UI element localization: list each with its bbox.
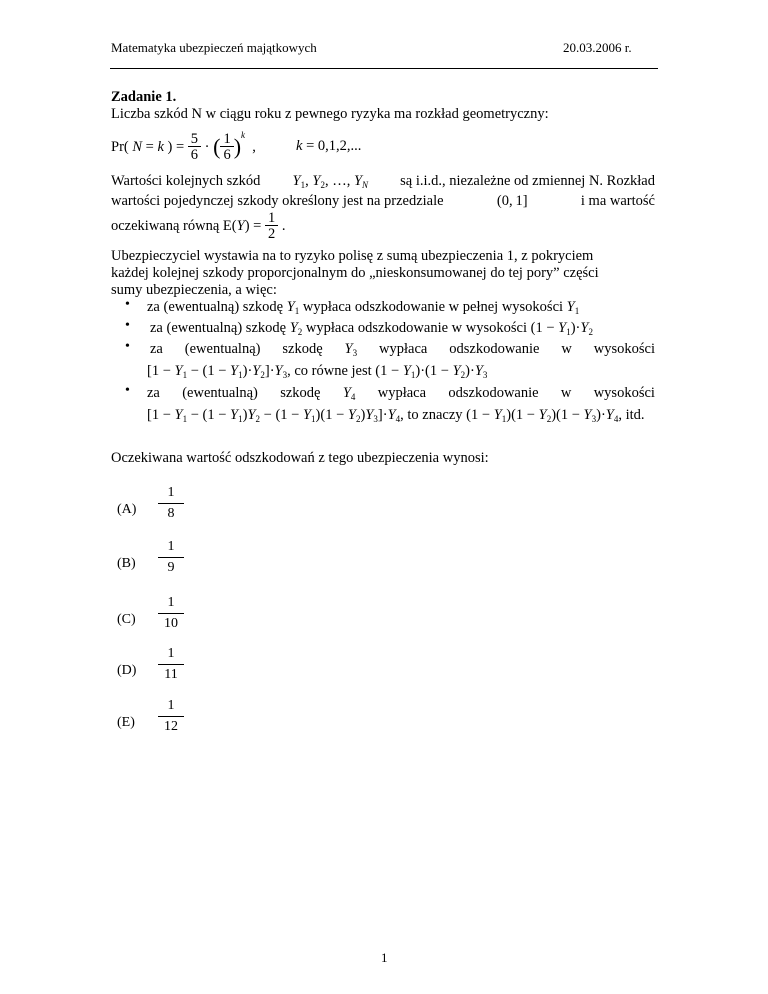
question-text: Oczekiwana wartość odszkodowań z tego ubezpieczenia wynosi: [111,450,489,466]
formula-range: k = 0,1,2,... [296,138,362,154]
answer-fraction-b: $\frac{1}{9}$ [158,539,184,576]
task-intro: Liczba szkód N w ciągu roku z pewnego ryzyka ma rozkład geometryczny: [111,106,549,122]
bullet-item-1: za (ewentualną) szkodę $Y_1$ wypłaca odszkodowanie w pełnej wysokości $Y_1$ [147,299,580,316]
answer-label-a: (A) [117,502,137,517]
bullet-marker: • [125,339,130,354]
answer-label-d: (D) [117,663,137,678]
bullet-item-3-line1: za (ewentualną) szkodę $Y_3$ wypłaca odszkodowanie w wysokości [150,341,655,358]
page-number: 1 [381,950,388,965]
task-title: Zadanie 1. [111,89,177,105]
header-date: 20.03.2006 r. [563,40,632,55]
bullet-marker: • [125,318,130,333]
bullet-item-4-line2: $[1 - Y_1 - (1 - Y_1)Y_2 - (1 - Y_1)(1 - Y_2)Y_3]\cdot Y_4$, to znaczy $(1 - Y_1)(1 - Y_2)(1 - Y_3)\cdot Y_4$, itd. [147,407,645,424]
answer-label-b: (B) [117,556,136,571]
bullet-marker: • [125,383,130,398]
answer-fraction-a: $\frac{1}{8}$ [158,485,184,522]
paragraph-values-line3: oczekiwaną równą E(Y) = $\frac{1}{2}$ . [111,209,286,242]
header-title: Matematyka ubezpieczeń majątkowych [111,40,317,55]
bullet-item-2: za (ewentualną) szkodę $Y_2$ wypłaca odszkodowanie w wysokości $(1 - Y_1)\cdot Y_2$ [150,320,593,337]
bullet-item-4-line1: za (ewentualną) szkodę $Y_4$ wypłaca odszkodowanie w wysokości [147,385,655,402]
answer-fraction-d: $\frac{1}{11}$ [158,646,184,683]
answer-fraction-e: $\frac{1}{12}$ [158,698,184,735]
bullet-item-3-line2: $[1 - Y_1 - (1 - Y_1)\cdot Y_2]\cdot Y_3$, co równe jest $(1 - Y_1)\cdot(1 - Y_2)\cdot Y_3$ [147,363,488,380]
paragraph-values-line1: Wartości kolejnych szkód $Y_1$, $Y_2$, …, $Y_N$ są i.i.d., niezależne od zmiennej N. Rozkład [111,173,655,190]
distribution-formula: Pr( N = k ) = $\frac{5}{6}$ · ( $\frac{1}{6}$ ) $^k$ , [111,130,256,163]
header-rule [110,68,658,69]
paragraph-policy-line2: każdej kolejnej szkody proporcjonalnym do „nieskonsumowanej do tej pory” części [111,265,599,281]
answer-label-c: (C) [117,612,136,627]
paragraph-policy-line3: sumy ubezpieczenia, a więc: [111,282,277,298]
answer-fraction-c: $\frac{1}{10}$ [158,595,184,632]
bullet-marker: • [125,297,130,312]
paragraph-values-line2: wartości pojedynczej szkody określony jest na przedziale (0, 1] i ma wartość [111,193,655,209]
paragraph-policy-line1: Ubezpieczyciel wystawia na to ryzyko polisę z sumą ubezpieczenia 1, z pokryciem [111,248,594,264]
answer-label-e: (E) [117,715,135,730]
